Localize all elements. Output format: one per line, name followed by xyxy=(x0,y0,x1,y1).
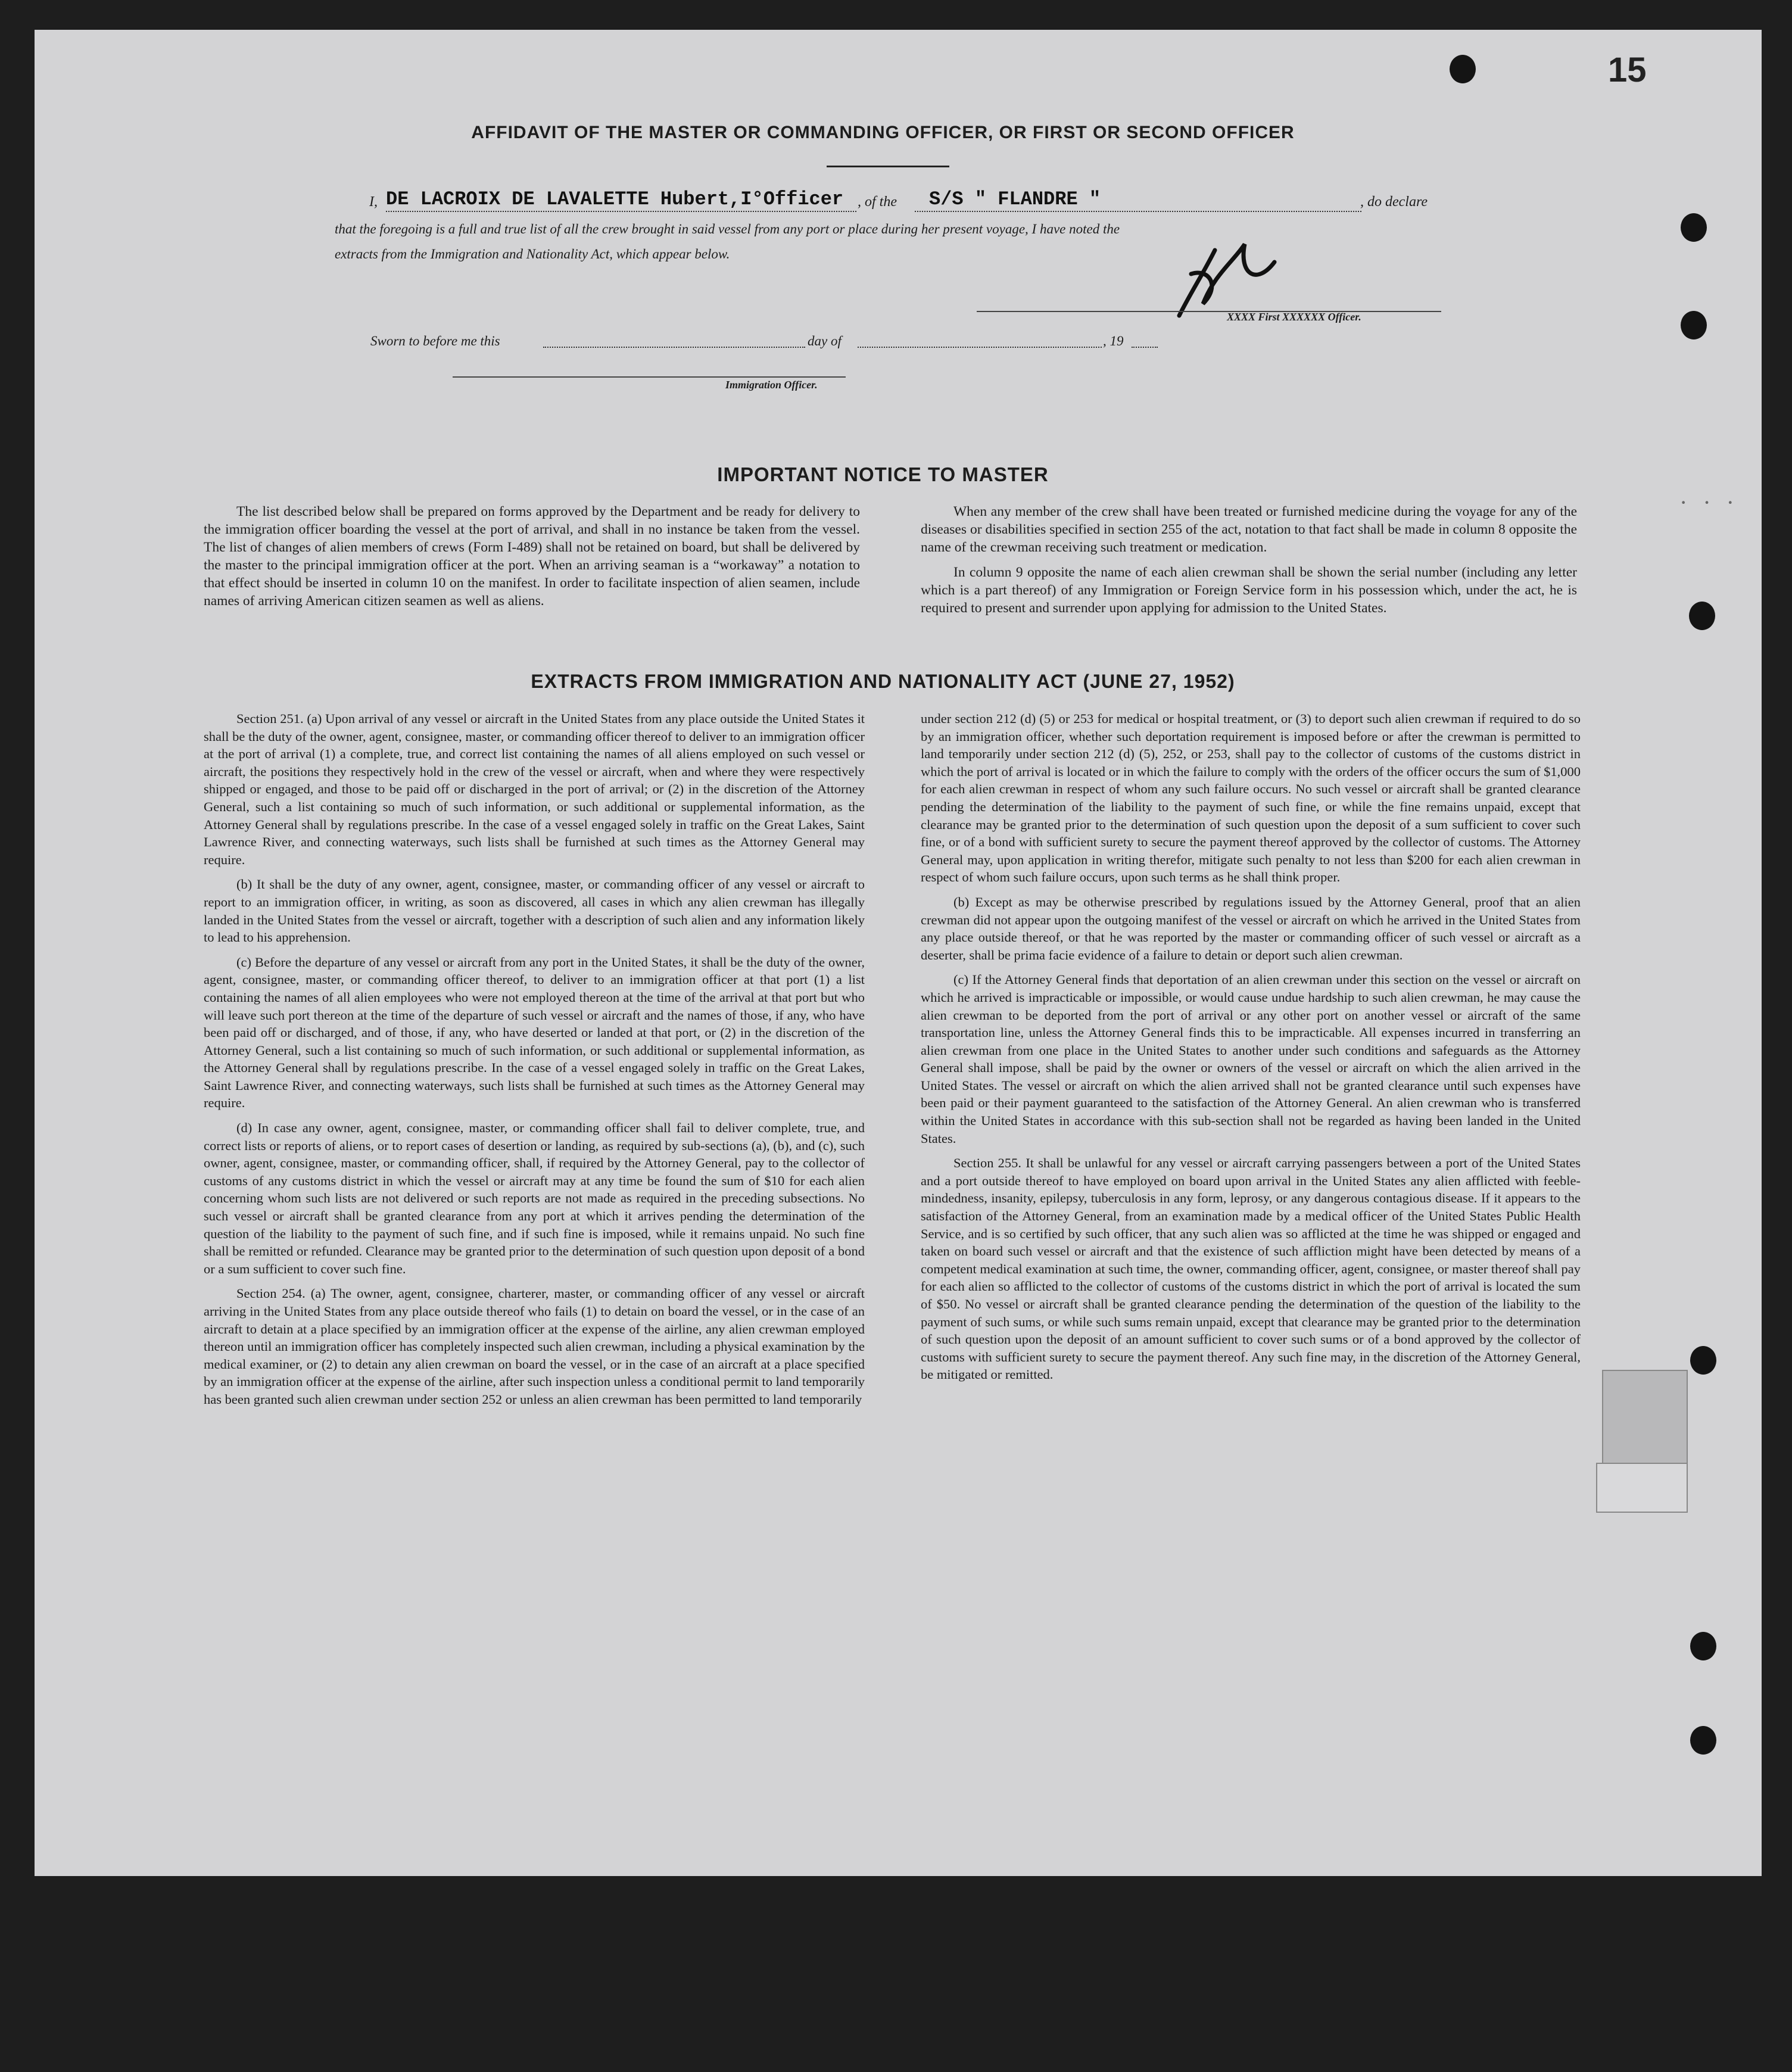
sworn-label: Sworn to before me this xyxy=(370,334,500,348)
title-rule xyxy=(827,166,949,167)
notice-right-text-1: When any member of the crew shall have been treated or furnished medicine during the voyage for any of the diseases or disabilities specified in section 255 of the act, notation to that fact shall be made in column 8 opposite the name of the crewman receiving such treatment or medication. xyxy=(921,504,1577,555)
section-255: Section 255. It shall be unlawful for any vessel or aircraft carrying passengers between a port of the United States and a port outside thereof to have employed on board upon arrival in the United States any alien afflicted with feeble-mindedness, insanity, epilepsy, tuberculosis in any form, leprosy, or any dangerous contagious disease. If it appears to the satisfaction of the Attorney General, from an examination made by a medical officer of the United States Public Health Service, and is so certified by such officer, that any such alien was so afflicted at the time he was shipped or engaged and taken on board such vessel or aircraft and that the existence of such affliction might have been detected by means of a competent medical examination at such time, the owner, commanding officer, agent, consignee, or master thereof shall pay for each alien so afflicted to the collector of customs of the customs district in which the port of arrival is located the sum of $50. No vessel or aircraft shall be granted clearance pending the determination of the question of the liability to the payment of such sums, or while such sums remain unpaid, except that clearance may be granted prior to the determination of such question upon the deposit of an amount sufficient to cover such sums or of a bond approved by the collector of customs with sufficient surety to secure the payment thereof. Any such fine may, in the discretion of the Attorney General, be mitigated or remitted. xyxy=(921,1155,1581,1382)
immigration-officer-line xyxy=(453,376,846,378)
repair-tape xyxy=(1602,1370,1688,1467)
day-of-label: day of xyxy=(808,334,842,348)
notice-right-text-2: In column 9 opposite the name of each alien crewman shall be shown the serial number (including any letter which is a part thereof) of any Immigration or Foreign Service form in his possession which, under the act, he is required to present and surrender upon applying for admission to the United States. xyxy=(921,565,1577,616)
page-number: 15 xyxy=(1608,51,1647,89)
binder-hole xyxy=(1690,1632,1716,1660)
notice-left-paragraph xyxy=(204,503,860,617)
i-label: I, xyxy=(369,194,378,210)
sworn-year-field[interactable] xyxy=(1132,347,1158,348)
declaration-line-2: extracts from the Immigration and Nationality Act, which appear below. xyxy=(335,247,730,261)
section-251-b: (b) It shall be the duty of any owner, agent, consignee, master, or commanding officer of any vessel or aircraft to report to an immigration officer, in writing, as soon as discovered, all cases in which any alien crewman has illegally landed in the United States from the vessel or aircraft, together with a description of such alien and any information likely to lead to his apprehension. xyxy=(204,877,865,945)
name-underline xyxy=(386,211,856,212)
binder-hole xyxy=(1450,55,1476,83)
binder-hole xyxy=(1690,1346,1716,1375)
section-254-a-cont: under section 212 (d) (5) or 253 for medical or hospital treatment, or (3) to deport such alien crewman if required to do so by an immigration officer, whether such deportation requirement is imposed before or after the crewman is permitted to land temporarily under section 212 (d) (5), 252, or 253, shall pay to the collector of customs of the customs district in which the port of arrival is located or in which the failure to comply with the orders of the officer occurs the sum of $1,000 for each alien crewman in respect of whom any such failure occurs. No such vessel or aircraft shall be granted clearance pending the determination of the liability to the payment of such fine, or while the fine remains unpaid, except that clearance may be granted prior to the determination of such question upon the deposit of a sum sufficient to cover such fine, or of a bond with sufficient surety to secure the payment thereof approved by the collector of customs. The Attorney General may, upon application in writing therefor, mitigate such penalty to not less than $200 for each alien crewman in respect of whom such failure occurs, upon such terms as he shall think proper. xyxy=(921,711,1581,885)
notice-right-column xyxy=(921,503,1577,624)
immigration-officer-label: Immigration Officer. xyxy=(725,379,818,391)
year-label: , 19 xyxy=(1103,334,1124,348)
section-251-c: (c) Before the departure of any vessel or aircraft from any port in the United States, it shall be the duty of the owner, agent, consignee, master, or commanding officer thereof, to deliver to an immigration officer at that port (1) a list containing the names of all alien employees who were not employed thereon at the time of the arrival at that port but who will leave such port thereon at the time of the departure of such vessel or aircraft and the names of those, if any, who have been paid off or discharged, and of those, if any, who have deserted or landed at that port, or (2) in the discretion of the Attorney General, such a list containing so much of such information, or such additional or supplemental information, as the Attorney General shall by regulations prescribe. In the case of a vessel engaged solely in traffic on the Great Lakes, Saint Lawrence River, and connecting waterways, such lists shall be furnished at such times as the Attorney General may require. xyxy=(204,954,865,1111)
binder-hole xyxy=(1681,213,1707,242)
officer-title: XXXX First XXXXXX Officer. xyxy=(1227,311,1361,323)
of-the-label: , of the xyxy=(858,194,897,210)
vessel-underline xyxy=(915,211,1361,212)
officer-signature-line xyxy=(977,311,1441,312)
section-254-b: (b) Except as may be otherwise prescribed by regulations issued by the Attorney General, proof that an alien crewman did not appear upon the outgoing manifest of the vessel or aircraft on which he arrived in the United States from any place outside thereof, or that he was reported by the master or commanding officer of such vessel or aircraft as a deserter, shall be prima facie evidence of a failure to detain or deport such alien crewman. xyxy=(921,894,1581,962)
declarant-name: DE LACROIX DE LAVALETTE Hubert,I°Officer xyxy=(386,188,844,210)
do-declare-label: , do declare xyxy=(1360,194,1428,210)
affidavit-title: AFFIDAVIT OF THE MASTER OR COMMANDING OFFICER, OR FIRST OR SECOND OFFICER xyxy=(471,123,1295,142)
sworn-month-field[interactable] xyxy=(858,347,1102,348)
binder-hole xyxy=(1681,311,1707,339)
notice-title: IMPORTANT NOTICE TO MASTER xyxy=(717,463,1049,485)
binder-hole xyxy=(1689,602,1715,630)
section-254-c: (c) If the Attorney General finds that deportation of an alien crewman under this section on the vessel or aircraft on which he arrived is impracticable or impossible, or would cause undue hardship to such alien crewman, he may cause the alien crewman to be deported from the port of arrival or any other port on another vessel or aircraft of the same transportation line, unless the Attorney General finds this to be impracticable. All expenses incurred in transferring an alien crewman from one place in the United States to another under such conditions and safeguards as the Attorney General shall impose, shall be paid by the owner or owners of the vessel or aircraft on which the alien arrived in the United States. The vessel or aircraft on which the alien arrived shall not be granted clearance until such expenses have been paid or their payment guaranteed to the satisfaction of the Attorney General. An alien crewman who is transferred within the United States in accordance with this sub-section shall not be regarded as having been landed in the United States. xyxy=(921,972,1581,1146)
act-title: EXTRACTS FROM IMMIGRATION AND NATIONALITY ACT (JUNE 27, 1952) xyxy=(531,671,1235,692)
declaration-line-1: that the foregoing is a full and true list of all the crew brought in said vessel from any port or place during her present voyage, I have noted the xyxy=(335,222,1120,236)
act-right-column xyxy=(921,710,1581,1391)
notice-left-text: The list described below shall be prepared on forms approved by the Department and be ready for delivery to the immigration officer boarding the vessel at the port of arrival, and shall in no instance be taken from the vessel. The list of changes of alien members of crews (Form I-489) shall not be retained on board, but shall be delivered by the master to the principal immigration officer at the port. When an arriving seaman is a “workaway” a notation to that effect should be inserted in column 10 on the manifest. In order to facilitate inspection of alien seamen, include names of arriving American citizen seamen as well as aliens. xyxy=(204,504,860,609)
margin-specks: · · · xyxy=(1679,489,1739,516)
vessel-name: S/S " FLANDRE " xyxy=(929,188,1101,210)
signature xyxy=(1167,238,1322,322)
section-251-d: (d) In case any owner, agent, consignee, master, or commanding officer shall fail to deliver complete, true, and correct lists or reports of aliens, or to report cases of desertion or landing, as required by sub-sections (a), (b), and (c), such owner, agent, consignee, master, or commanding officer, shall, if required by the Attorney General, pay to the collector of customs of any customs district in which the vessel or aircraft may at any time be found the sum of $10 for each alien concerning whom such lists are not delivered or such reports are not made as required in the preceding subsections. No such vessel or aircraft shall be granted clearance from any port at which it arrives pending the determination of the question of the liability to the payment of such fine, and if such fine is imposed, while it remains unpaid. No such fine shall be remitted or refunded. Clearance may be granted prior to the determination of such question upon deposit of a bond or a sum sufficient to cover such fine. xyxy=(204,1120,865,1276)
sworn-day-field[interactable] xyxy=(543,347,805,348)
act-left-column xyxy=(204,710,865,1416)
section-251-a: Section 251. (a) Upon arrival of any vessel or aircraft in the United States from any place outside the United States it shall be the duty of the owner, agent, consignee, master, or commanding officer thereof to deliver to an immigration officer at the port of arrival (1) a complete, true, and correct list containing the names of all aliens employed on such vessel or aircraft, the positions they respectively hold in the crew of the vessel or aircraft, when and where they were respectively shipped or engaged, and those to be paid off or discharged in the port of arrival; or (2) in the discretion of the Attorney General, such a list containing so much of such information, or such additional or supplemental information, as the Attorney General shall by regulations prescribe. In the case of a vessel engaged solely in traffic on the Great Lakes, Saint Lawrence River, and connecting waterways, such lists shall be furnished at such times as the Attorney General may require. xyxy=(204,711,865,867)
binder-hole xyxy=(1690,1726,1716,1755)
repair-tape xyxy=(1596,1463,1688,1513)
section-254-a: Section 254. (a) The owner, agent, consignee, charterer, master, or commanding officer of any vessel or aircraft arriving in the United States from any place outside thereof who fails (1) to detain on board the vessel, or in the case of an aircraft to detain at a place specified by an immigration officer at the expense of the airline, any alien crewman employed thereon until an immigration officer has completely inspected such alien crewman, including a physical examination by the medical examiner, or (2) to detain any alien crewman on board the vessel, or in the case of an aircraft at a place specified by an immigration officer at the expense of the airline, after such inspection unless a conditional permit to land temporarily has been granted such alien crewman under section 252 or unless an alien crewman has been permitted to land temporarily xyxy=(204,1286,865,1407)
